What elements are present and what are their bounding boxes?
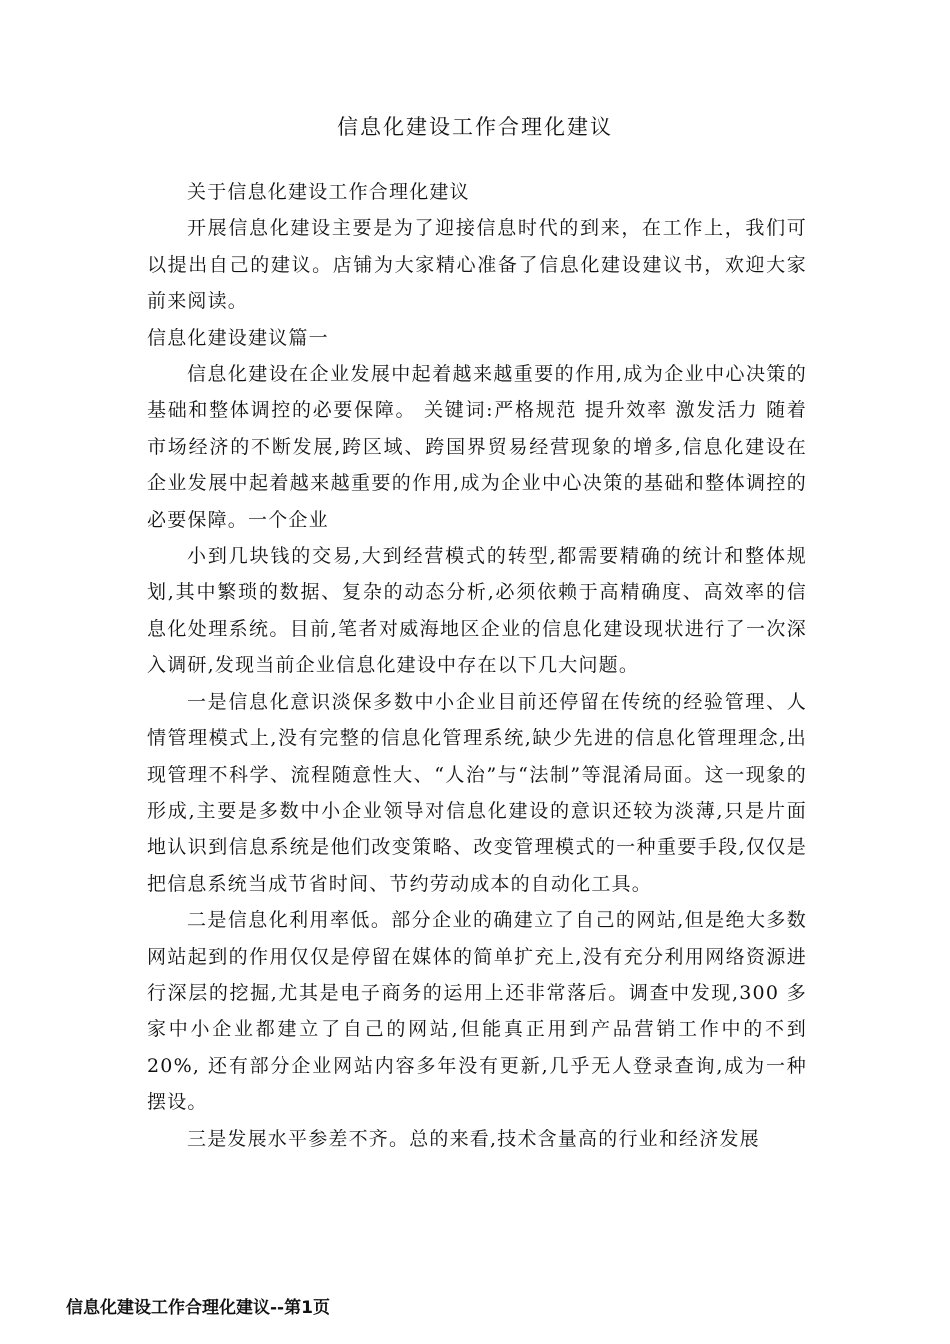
section-heading: 信息化建设建议篇一 — [147, 326, 329, 349]
paragraph: 三是发展水平参差不齐。总的来看,技术含量高的行业和经济发展 — [187, 1127, 760, 1150]
paragraph: 信息化建设在企业发展中起着越来越重要的作用,成为企业中心决策的基础和整体调控的必要保障。 关键词:严格规范 提升效率 激发活力 随着市场经济的不断发展,跨区域、跨国界贸易经营现象的增多,信息化建设在企业发展中起着越来越重要的作用,成为企业中心决策的基础和整体调控的必要保障。一个企业 — [147, 363, 807, 531]
paragraph-intro: 开展信息化建设主要是为了迎接信息时代的到来，在工作上，我们可以提出自己的建议。店铺为大家精心准备了信息化建设建议书，欢迎大家前来阅读。 — [147, 217, 807, 313]
paragraph: 一是信息化意识淡保多数中小企业目前还停留在传统的经验管理、人情管理模式上,没有完整的信息化管理系统,缺少先进的信息化管理理念,出现管理不科学、流程随意性大、“人治”与“法制”等混淆局面。这一现象的形成,主要是多数中小企业领导对信息化建设的意识还较为淡薄,只是片面地认识到信息系统是他们改变策略、改变管理模式的一种重要手段,仅仅是把信息系统当成节省时间、节约劳动成本的自动化工具。 — [147, 690, 807, 895]
paragraph-subtitle: 关于信息化建设工作合理化建议 — [187, 181, 470, 203]
document-title: 信息化建设工作合理化建议 — [337, 115, 613, 139]
document-body — [147, 174, 807, 1157]
page-footer: 信息化建设工作合理化建议--第1页 — [66, 1298, 330, 1318]
paragraph: 二是信息化利用率低。部分企业的确建立了自己的网站,但是绝大多数网站起到的作用仅仅是停留在媒体的简单扩充上,没有充分利用网络资源进行深层的挖掘,尤其是电子商务的运用上还非常落后。调查中发现,300 多家中小企业都建立了自己的网站,但能真正用到产品营销工作中的不到20%, 还有部分企业网站内容多年没有更新,几乎无人登录查询,成为一种摆设。 — [147, 909, 807, 1114]
paragraph: 小到几块钱的交易,大到经营模式的转型,都需要精确的统计和整体规划,其中繁琐的数据、复杂的动态分析,必须依赖于高精确度、高效率的信息化处理系统。目前,笔者对威海地区企业的信息化建设现状进行了一次深入调研,发现当前企业信息化建设中存在以下几大问题。 — [147, 545, 807, 677]
